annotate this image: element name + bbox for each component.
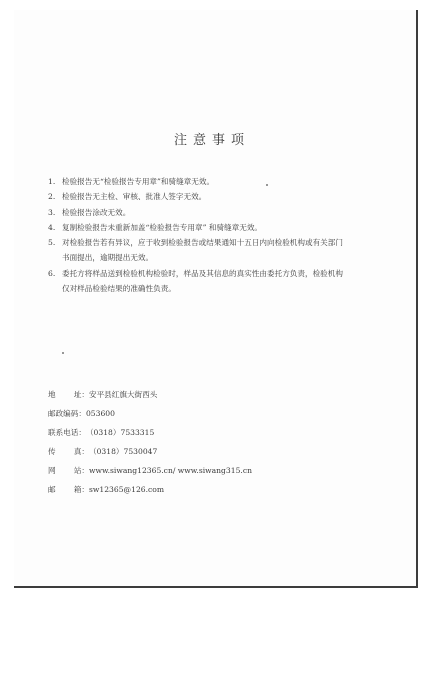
notice-number: 2. (48, 192, 56, 202)
contact-value: 053600 (85, 408, 115, 418)
contact-value: 安平县红旗大街西头 (89, 390, 158, 399)
notice-number: 4. (48, 222, 56, 232)
page-title: 注意事项 (173, 133, 250, 148)
contact-label: 地 址： (48, 390, 89, 399)
contact-label: 联系电话： (48, 427, 86, 437)
document-page (14, 10, 418, 588)
notice-number: 3. (48, 207, 56, 217)
contact-website (48, 462, 252, 481)
contact-label: 传 真： (48, 446, 89, 456)
notice-item-1 (48, 174, 348, 189)
notice-text: 检验报告无主检、审核、批准人签字无效。 (62, 192, 207, 202)
contact-postcode (48, 405, 252, 424)
contact-address (48, 386, 252, 405)
contact-label: 邮 箱： (48, 484, 89, 494)
notice-item-4 (48, 220, 348, 235)
contact-label: 邮政编码： (48, 408, 86, 418)
contact-value: sw12365@126.com (89, 484, 165, 494)
notice-item-3 (48, 205, 348, 220)
contact-info (48, 386, 252, 499)
notice-number: 1. (48, 177, 56, 186)
contact-value: www.siwang12365.cn/ www.siwang315.cn (89, 465, 252, 475)
notice-number: 5. (48, 238, 56, 248)
notice-text: 检验报告涂改无效。 (62, 207, 131, 217)
notice-number: 6. (48, 268, 56, 278)
scan-speck (62, 352, 64, 354)
notice-list (48, 174, 348, 296)
contact-value: （0318）7530047 (89, 446, 158, 456)
scan-speck (266, 184, 268, 186)
notice-text: 复制检验报告未重新加盖“检验报告专用章” 和骑缝章无效。 (62, 222, 263, 232)
notice-item-6 (48, 266, 348, 297)
notice-item-5 (48, 235, 348, 266)
notice-text: 委托方将样品送到检验机构检验时，样品及其信息的真实性由委托方负责，检验机构仅对样品检验结果的准确性负责。 (62, 268, 343, 294)
contact-label: 网 站： (48, 465, 89, 475)
notice-text: 对检验报告若有异议，应于收到检验报告或结果通知十五日内向检验机构或有关部门书面提出，逾期提出无效。 (62, 238, 343, 263)
contact-value: （0318）7533315 (85, 427, 155, 437)
notice-text: 检验报告无“检验报告专用章”和骑缝章无效。 (62, 177, 215, 186)
contact-fax (48, 443, 252, 462)
contact-phone (48, 424, 252, 443)
contact-email (48, 481, 252, 500)
notice-item-2 (48, 189, 348, 204)
